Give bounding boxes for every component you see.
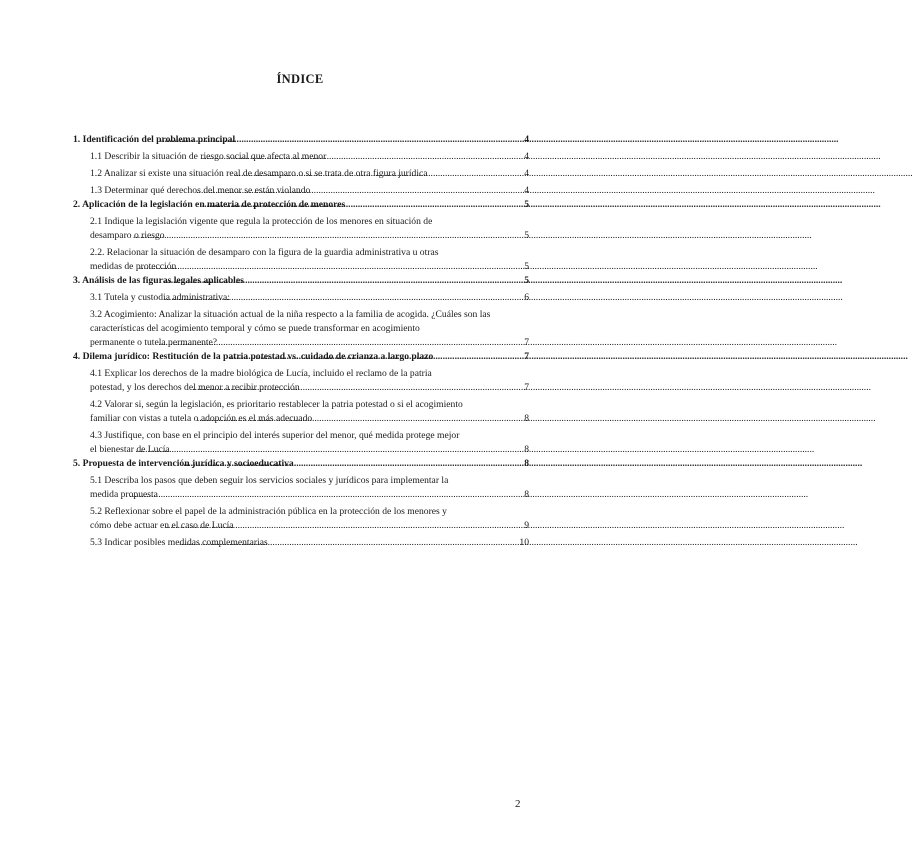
toc-page-number: 7: [524, 351, 529, 362]
toc-entry-lead-text: 2.1 Indique la legislación vigente que regula la protección de los menores en situación de: [90, 216, 433, 227]
toc-leader-dots: [183, 457, 523, 471]
toc-entry-text: 3.1 Tutela y custodia administrativa:: [90, 292, 230, 303]
toc-page-number: 5: [524, 230, 529, 241]
toc-entry-text: 3. Análisis de las figuras legales aplicables: [73, 275, 244, 286]
toc-entry-3-2[interactable]: [90, 308, 529, 350]
toc-entry-lead-text: 3.2 Acogimiento: Analizar la situación actual de la niña respecto a la familia de acogida. ¿Cuáles son las características del acogimiento temporal y cómo se puede transformar en acogimiento: [90, 309, 491, 334]
toc-entry-2-2[interactable]: [90, 246, 529, 274]
toc-page-number: 7: [524, 337, 529, 348]
toc-entry-5-3[interactable]: [90, 536, 529, 550]
toc-page-number: 8: [524, 413, 529, 424]
toc-page-number: 8: [524, 444, 529, 455]
toc-leader-dots: [234, 167, 523, 181]
toc-entry-text: desamparo o riesgo: [90, 230, 165, 241]
toc-page-number: 9: [524, 520, 529, 531]
toc-entry-5-1[interactable]: [90, 474, 529, 502]
toc-entry-1-1[interactable]: [90, 150, 529, 164]
toc-entry-text: potestad, y los derechos del menor a recibir protección: [90, 382, 300, 393]
toc-page-number: 6: [524, 292, 529, 303]
toc-entry-lead-text: 4.3 Justifique, con base en el principio del interés superior del menor, qué medida protege mejor: [90, 430, 460, 441]
toc-entry-text: 5.3 Indicar posibles medidas complementarias: [90, 537, 268, 548]
toc-page-number: 10: [519, 537, 529, 548]
toc-leader-dots: [160, 133, 523, 147]
toc-leader-dots: [164, 291, 523, 305]
toc-entry-text: 1.2 Analizar si existe una situación real de desamparo o si se trata de otra figura jurídica: [90, 168, 428, 179]
toc-entry-text: permanente o tutela permanente?: [90, 337, 218, 348]
toc-entry-text: familiar con vistas a tutela o adopción es el más adecuado: [90, 413, 313, 424]
toc-entry-1-2[interactable]: [90, 167, 529, 181]
toc-entry-lead-text: 2.2. Relacionar la situación de desamparo con la figura de la guardia administrativa u otras: [90, 247, 439, 258]
toc-page-number: 4: [524, 134, 529, 145]
toc-entry-text: medida propuesta: [90, 489, 158, 500]
toc-leader-dots: [179, 536, 519, 550]
toc-page-number: 5: [524, 199, 529, 210]
toc-leader-dots: [135, 443, 523, 457]
page-title: ÍNDICE: [276, 72, 324, 86]
toc-page-number: 8: [524, 489, 529, 500]
toc-entry-3-1[interactable]: [90, 291, 529, 305]
toc-entry-lead-text: 4.1 Explicar los derechos de la madre biológica de Lucía, incluido el reclamo de la patria: [90, 368, 432, 379]
toc-page-number: 5: [524, 275, 529, 286]
toc-entry-4-1[interactable]: [90, 367, 529, 395]
toc-entry-section-3[interactable]: [73, 274, 529, 288]
toc-entry-4-2[interactable]: [90, 398, 529, 426]
toc-leader-dots: [129, 488, 523, 502]
toc-page-number: 5: [524, 261, 529, 272]
toc-leader-dots: [197, 412, 523, 426]
toc-entry-text: cómo debe actuar en el caso de Lucía: [90, 520, 234, 531]
toc-entry-lead-text: 4.2 Valorar si, según la legislación, es prioritario restablecer la patria potestad o si el acogimiento: [90, 399, 463, 410]
toc-page-number: 4: [524, 185, 529, 196]
toc-page-number: 8: [524, 458, 529, 469]
toc-entry-lead-text: 5.2 Reflexionar sobre el papel de la administración pública en la protección de los menores y: [90, 506, 447, 517]
toc-entry-text: 1.1 Describir la situación de riesgo social que afecta al menor: [90, 151, 327, 162]
toc-entry-4-3[interactable]: [90, 429, 529, 457]
toc-leader-dots: [202, 198, 523, 212]
toc-leader-dots: [166, 519, 524, 533]
toc-page-number: 4: [524, 151, 529, 162]
toc-entry-text: 1.3 Determinar qué derechos del menor se están violando: [90, 185, 311, 196]
toc-entry-section-5[interactable]: [73, 457, 529, 471]
toc-entry-lead-text: 5.1 Describa los pasos que deben seguir los servicios sociales y jurídicos para implementar la: [90, 475, 449, 486]
toc-entry-5-2[interactable]: [90, 505, 529, 533]
toc-entry-section-1[interactable]: [73, 133, 529, 147]
toc-page-number: 4: [524, 168, 529, 179]
toc-leader-dots: [229, 350, 523, 364]
toc-leader-dots: [164, 274, 524, 288]
toc-entry-text: 5. Propuesta de intervención jurídica y socioeducativa: [73, 458, 294, 469]
toc-leader-dots: [196, 184, 523, 198]
toc-leader-dots: [202, 150, 523, 164]
toc-leader-dots: [133, 229, 523, 243]
toc-entry-text: 2. Aplicación de la legislación en materia de protección de menores: [73, 199, 346, 210]
toc-leader-dots: [192, 381, 523, 395]
toc-entry-2-1[interactable]: [90, 215, 529, 243]
table-of-contents: [73, 133, 529, 550]
toc-entry-text: 1. Identificación del problema principal: [73, 134, 236, 145]
toc-entry-text: medidas de protección: [90, 261, 177, 272]
toc-page-number: 7: [524, 382, 529, 393]
toc-entry-1-3[interactable]: [90, 184, 529, 198]
page-number: 2: [515, 798, 521, 810]
toc-leader-dots: [139, 260, 523, 274]
toc-entry-section-4[interactable]: [73, 350, 529, 364]
toc-entry-text: el bienestar de Lucía: [90, 444, 170, 455]
toc-entry-section-2[interactable]: [73, 198, 529, 212]
toc-leader-dots: [158, 336, 523, 350]
toc-entry-text: 4. Dilema jurídico: Restitución de la patria potestad vs. cuidado de crianza a largo plazo: [73, 351, 434, 362]
